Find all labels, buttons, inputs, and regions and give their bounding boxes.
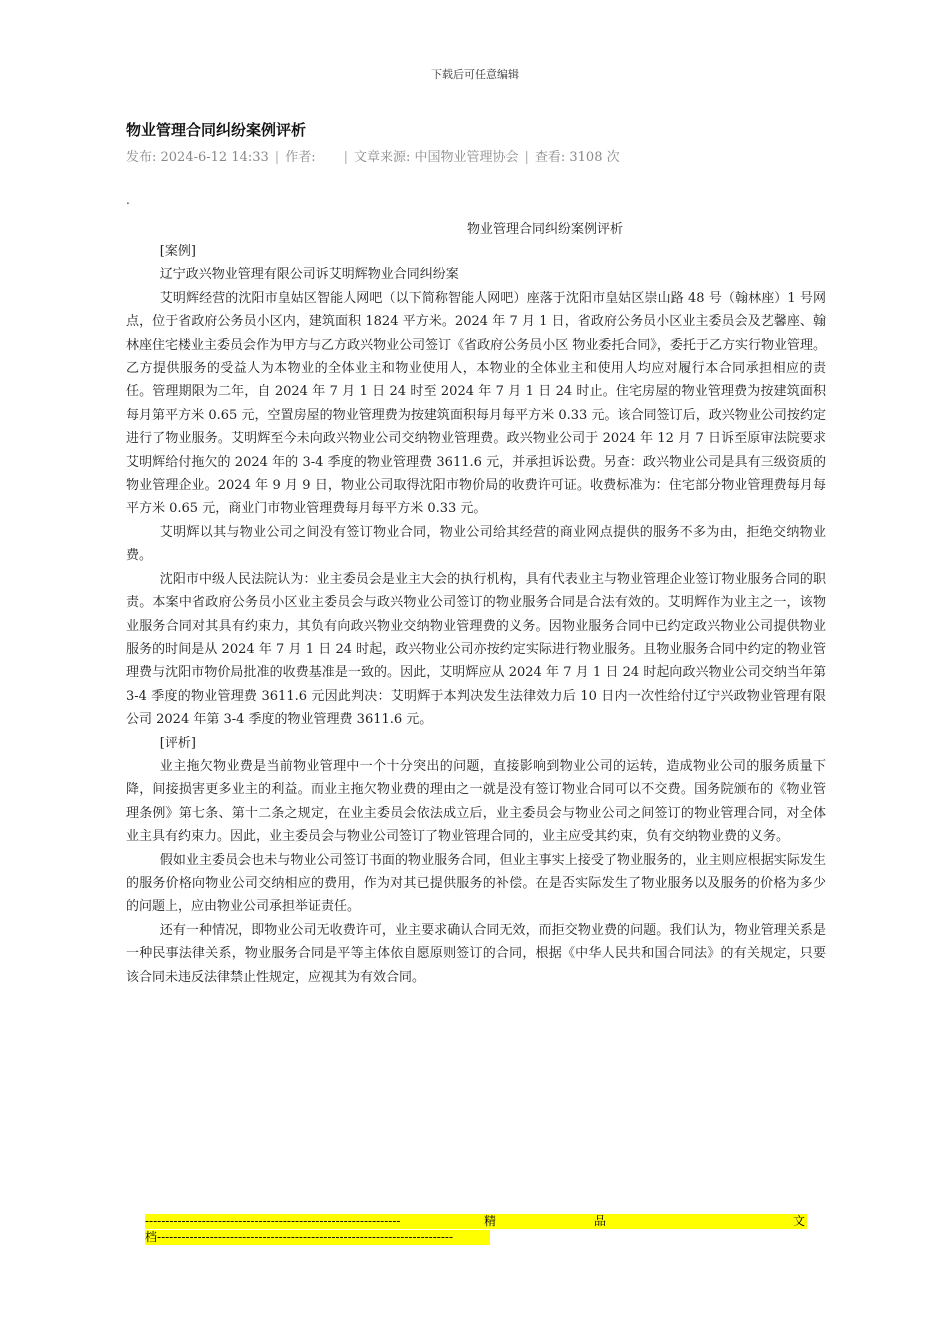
- body-paragraph: 还有一种情况，即物业公司无收费许可，业主要求确认合同无效，而拒交物业费的问题。我们认为，物业管理关系是一种民事法律关系，物业服务合同是平等主体依自愿原则签订的合同，根据《中华人民共和国合同法》的有关规定，只要该合同未违反法律禁止性规定，应视其为有效合同。: [126, 922, 826, 985]
- meta-separator: |: [343, 150, 348, 165]
- article-body: [126, 240, 826, 989]
- body-paragraph: 业主拖欠物业费是当前物业管理中一个十分突出的问题，直接影响到物业公司的运转，造成物业公司的服务质量下降，间接损害更多业主的利益。而业主拖欠物业费的理由之一就是没有签订物业合同可以不交费。国务院颁布的《物业管理条例》第七条、第十二条之规定，在业主委员会依法成立后，业主委员会与物业公司之间签订的物业管理合同，对全体业主具有约束力。因此，业主委员会与物业公司签订了物业管理合同的，业主应受其约束，负有交纳物业费的义务。: [126, 758, 826, 845]
- body-paragraph: 艾明辉以其与物业公司之间没有签订物业合同，物业公司给其经营的商业网点提供的服务不多为由，拒绝交纳物业费。: [126, 524, 826, 564]
- section-label-case: [案例]: [159, 244, 196, 259]
- meta-published: 发布: 2024-6-12 14:33: [126, 150, 269, 165]
- body-paragraph: 艾明辉经营的沈阳市皇姑区智能人网吧（以下简称智能人网吧）座落于沈阳市皇姑区崇山路 48 号（翰林座）1 号网点，位于省政府公务员小区内，建筑面积 1824 平方米。2024 年 7 月 1 日，省政府公务员小区业主委员会及艺馨座、翰林座住宅楼业主委员会作为甲方与乙方政兴物业公司签订《省政府公务员小区 物业委托合同》，委托于乙方实行物业管理。乙方提供服务的受益人为本物业的全体业主和物业使用人，本物业的全体业主和使用人均应对履行本合同承担相应的责任。管理期限为二年，自 2024 年 7 月 1 日 24 时至 2024 年 7 月 1 日 24 时止。住宅房屋的物业管理费为按建筑面积每月第平方米 0.65 元，空置房屋的物业管理费为按建筑面积每月每平方米 0.33 元。该合同签订后，政兴物业公司按约定进行了物业服务。艾明辉至今未向政兴物业公司交纳物业管理费。政兴物业公司于 2024 年 12 月 7 日诉至原审法院要求艾明辉给付拖欠的 2024 年的 3-4 季度的物业管理费 3611.6 元，并承担诉讼费。另查：政兴物业公司是具有三级资质的物业管理企业。2024 年 9 月 9 日，物业公司取得沈阳市物价局的收费许可证。收费标准为：住宅部分物业管理费每月每平方米 0.65 元，商业门市物业管理费每月每平方米 0.33 元。: [126, 290, 826, 517]
- footer-banner-line-2: [145, 1230, 490, 1245]
- footer-dashes-left: ---------------------------------------------------------------: [145, 1214, 401, 1228]
- article-center-title: 物业管理合同纠纷案例评析: [466, 222, 623, 237]
- footer-char-pin: 品: [594, 1214, 607, 1228]
- stray-dot: .: [126, 193, 130, 207]
- article-meta: [126, 146, 620, 165]
- meta-views: 查看: 3108 次: [534, 150, 620, 165]
- page-header-note: 下载后可任意编辑: [431, 68, 519, 81]
- meta-separator: |: [524, 150, 529, 165]
- body-paragraph: 沈阳市中级人民法院认为：业主委员会是业主大会的执行机构，具有代表业主与物业管理企业签订物业服务合同的职责。本案中省政府公务员小区业主委员会与政兴物业公司签订的物业服务合同是合法有效的。艾明辉作为业主之一，该物业服务合同对其具有约束力，其负有向政兴物业交纳物业管理费的义务。因物业服务合同中已约定政兴物业公司提供物业服务的时间是从 2024 年 7 月 1 日 24 时起，政兴物业公司亦按约定实际进行物业服务。且物业服务合同中约定的物业管理费与沈阳市物价局批准的收费基准是一致的。因此，艾明辉应从 2024 年 7 月 1 日 24 时起向政兴物业公司交纳当年第 3-4 季度的物业管理费 3611.6 元因此判决：艾明辉于本判决发生法律效力后 10 日内一次性给付辽宁兴政物业管理有限公司 2024 年第 3-4 季度的物业管理费 3611.6 元。: [126, 571, 826, 728]
- footer-banner-line-1: [145, 1214, 807, 1229]
- meta-source: 文章来源: 中国物业管理协会: [353, 150, 519, 165]
- article-title: 物业管理合同纠纷案例评析: [126, 121, 307, 139]
- footer-char-dang: 档: [145, 1230, 158, 1244]
- footer-char-wen: 文: [793, 1214, 806, 1228]
- footer-char-jing: 精: [484, 1214, 497, 1228]
- body-paragraph: 假如业主委员会也未与物业公司签订书面的物业服务合同，但业主事实上接受了物业服务的，业主则应根据实际发生的服务价格向物业公司交纳相应的费用，作为对其已提供服务的补偿。在是否实际发生了物业服务以及服务的价格为多少的问题上，应由物业公司承担举证责任。: [126, 852, 826, 915]
- meta-author: 作者:: [285, 150, 316, 165]
- section-label-analysis: [评析]: [159, 735, 196, 751]
- footer-dashes-bottom: -------------------------------------------------------------------------: [157, 1230, 454, 1244]
- meta-separator: |: [274, 150, 280, 165]
- case-title: 辽宁政兴物业管理有限公司诉艾明辉物业合同纠纷案: [159, 267, 459, 283]
